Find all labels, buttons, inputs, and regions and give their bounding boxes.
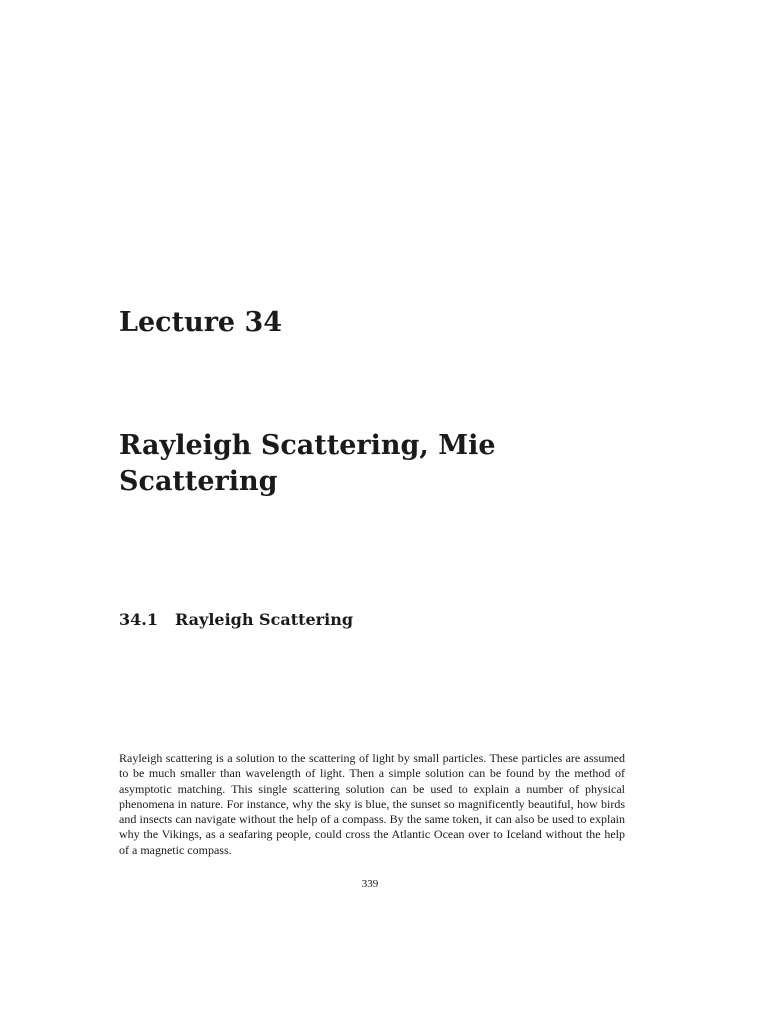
chapter-label: Lecture 34	[119, 307, 283, 338]
page-number: 339	[361, 878, 379, 890]
body-paragraph: Rayleigh scattering is a solution to the scattering of light by small particles. These particles are assumed to be much smaller than wavelength of light. Then a simple solution can be found by the method of asymptotic matching. This single scattering solution can be used to explain a number of physical phenomena in nature. For instance, why the sky is blue, the sunset so magnificently beautiful, how birds and insects can navigate without the help of a compass. By the same token, it can also be used to explain why the Vikings, as a seafaring people, could cross the Atlantic Ocean over to Iceland without the help of a magnetic compass.	[119, 751, 625, 857]
section-heading	[119, 608, 353, 632]
chapter-title: Rayleigh Scattering, Mie Scattering	[119, 430, 496, 497]
section-number: 34.1	[119, 610, 158, 629]
section-title: Rayleigh Scattering	[175, 610, 354, 629]
